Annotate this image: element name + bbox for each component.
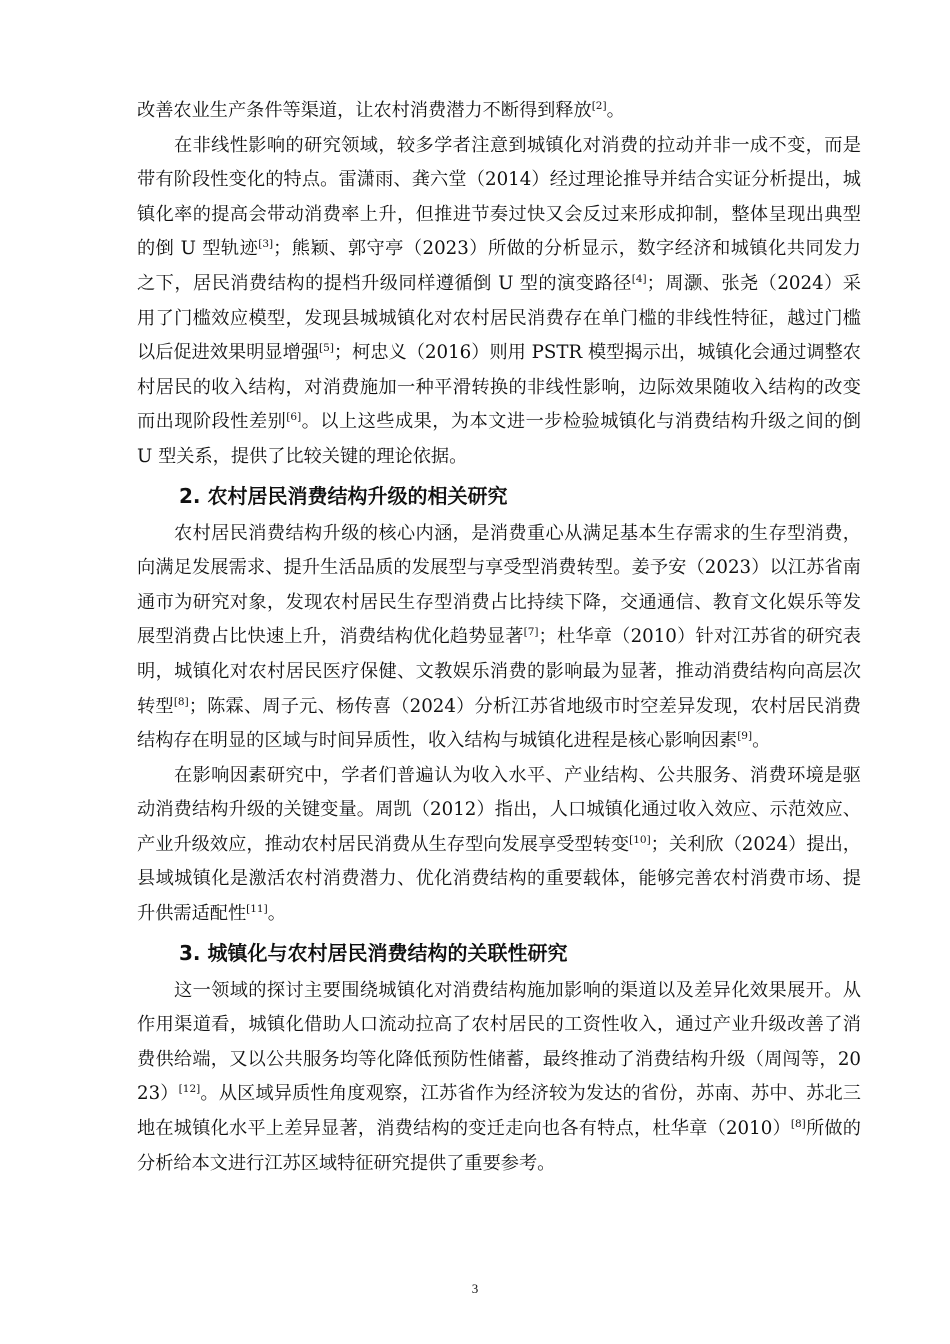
text-run: ；杜华章（2010）针对江苏省的研究表明，城镇化对农村居民医疗保健、文教娱乐消费的影响最为显著，推动消费结构向高层次转型 (137, 626, 861, 717)
text-run: 所做的分析给本文进行江苏区域特征研究提供了重要参考。 (137, 1118, 861, 1174)
section-heading-2: 2. 农村居民消费结构升级的相关研究 (179, 483, 508, 508)
citation-ref: [8] (173, 695, 189, 708)
citation-ref: [2] (591, 100, 607, 112)
text-run: 。 (752, 730, 771, 752)
paragraph-influencing-factors (137, 759, 861, 932)
citation-ref: [10] (629, 833, 651, 846)
section-heading-3: 3. 城镇化与农村居民消费结构的关联性研究 (179, 940, 568, 965)
citation-ref: [8] (790, 1118, 806, 1131)
text-run: 。以上这些成果，为本文进一步检验城镇化与消费结构升级之间的倒 U 型关系，提供了比较关键的理论依据。 (137, 411, 861, 467)
text-run: ；熊颖、郭守亭（2023）所做的分析显示，数字经济和城镇化共同发力之下，居民消费结构的提档升级同样遵循倒 U 型的演变路径 (137, 238, 861, 294)
text-run: 农村居民消费结构升级的核心内涵，是消费重心从满足基本生存需求的生存型消费，向满足发展需求、提升生活品质的发展型与享受型消费转型。姜予安（2023）以江苏省南通市为研究对象，发现农村居民生存型消费占比持续下降，交通通信、教育文化娱乐等发展型消费占比快速上升，消费结构优化趋势显著 (137, 522, 861, 648)
citation-ref: [12] (178, 1083, 201, 1096)
citation-ref: [11] (246, 903, 268, 916)
citation-ref: [3] (258, 238, 274, 251)
paragraph-correlation (137, 974, 861, 1182)
text-run: 。 (267, 903, 286, 925)
text-run: 。从区域异质性角度观察，江苏省作为经济较为发达的省份，苏南、苏中、苏北三地在城镇化水平上差异显著，消费结构的变迁走向也各有特点，杜华章（2010） (137, 1083, 861, 1140)
text-run: ；周灏、张尧（2024）采用了门槛效应模型，发现县城城镇化对农村居民消费存在单门槛的非线性特征，越过门槛以后促进效果明显增强 (137, 272, 861, 364)
text-run: 这一领域的探讨主要围绕城镇化对消费结构施加影响的渠道以及差异化效果展开。从作用渠道看，城镇化借助人口流动拉高了农村居民的工资性收入，通过产业升级改善了消费供给端，又以公共服务均等化降低预防性储蓄，最终推动了消费结构升级（周闯等，2023） (137, 979, 861, 1105)
paragraph-consumption-structure (137, 517, 861, 759)
text-run: ；柯忠义（2016）则用 PSTR 模型揭示出，城镇化会通过调整农村居民的收入结构，对消费施加一种平滑转换的非线性影响，边际效果随收入结构的改变而出现阶段性差别 (137, 342, 861, 433)
text-run: 。 (606, 100, 625, 121)
text-run: ；关利欣（2024）提出，县域城镇化是激活农村消费潜力、优化消费结构的重要载体，能够完善农村消费市场、提升供需适配性 (137, 833, 861, 925)
document-body (137, 94, 861, 1181)
paragraph-nonlinear (137, 129, 861, 475)
text-run: 改善农业生产条件等渠道，让农村消费潜力不断得到释放 (137, 100, 592, 121)
citation-ref: [9] (737, 730, 753, 743)
text-run: ；陈霖、周子元、杨传喜（2024）分析江苏省地级市时空差异发现，农村居民消费结构存在明显的区域与时间异质性，收入结构与城镇化进程是核心影响因素 (137, 695, 861, 752)
citation-ref: [7] (523, 626, 539, 639)
citation-ref: [6] (286, 411, 302, 424)
citation-ref: [4] (631, 272, 647, 285)
paragraph-continued (137, 94, 861, 129)
page-number: 3 (471, 1281, 479, 1296)
text-run: 在影响因素研究中，学者们普遍认为收入水平、产业结构、公共服务、消费环境是驱动消费结构升级的关键变量。周凯（2012）指出，人口城镇化通过收入效应、示范效应、产业升级效应，推动农村居民消费从生存型向发展享受型转变 (137, 764, 861, 855)
text-run: 在非线性影响的研究领域，较多学者注意到城镇化对消费的拉动并非一成不变，而是带有阶段性变化的特点。雷潇雨、龚六堂（2014）经过理论推导并结合实证分析提出，城镇化率的提高会带动消费率上升，但推进节奏过快又会反过来形成抑制，整体呈现出典型的倒 U 型轨迹 (137, 134, 861, 260)
citation-ref: [5] (319, 342, 334, 355)
